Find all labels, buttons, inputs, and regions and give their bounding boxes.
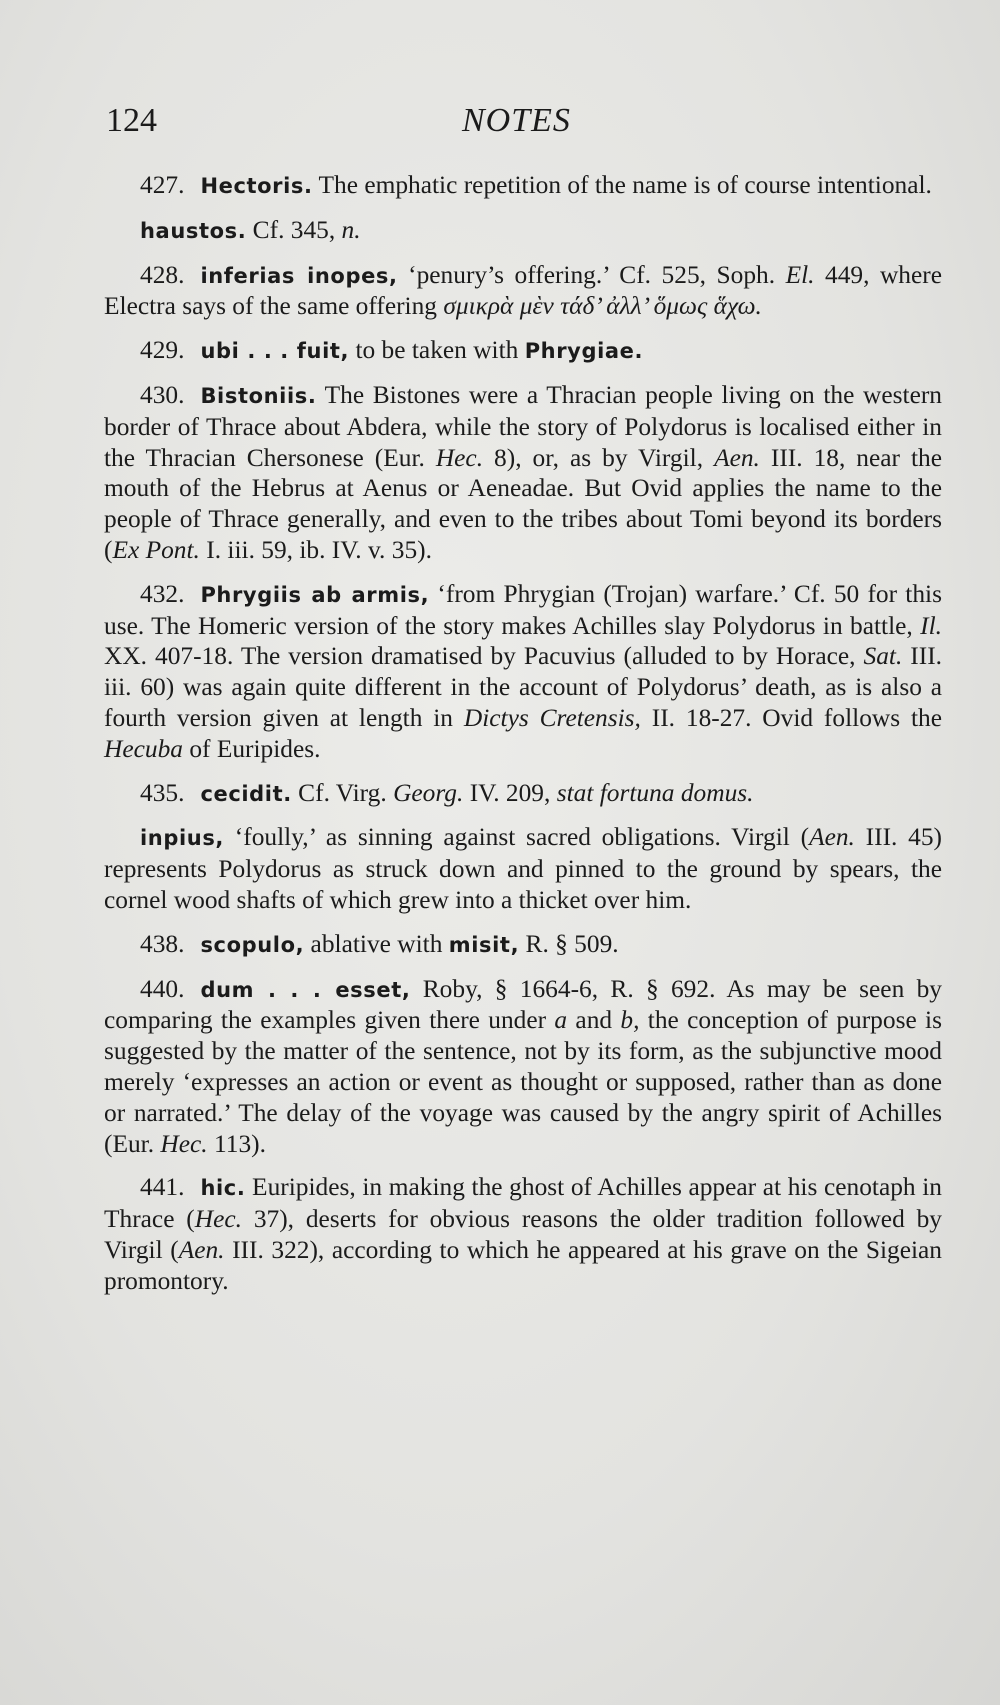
italic-ref: Hec.	[160, 1129, 208, 1158]
note-text: III. iii. 60) was again quite different in the account of Polydorus’ death, as is also a fourth version given at length in	[104, 642, 943, 732]
note-441	[104, 1172, 942, 1296]
italic-ref: Il.	[920, 611, 942, 640]
italic-ref: stat fortuna domus.	[556, 778, 754, 807]
line-number: 430.	[140, 380, 185, 409]
note-text: the conception of purpose is suggested by the matter of the sentence, not by its form, as the subjunctive mood merely ‘expresses an action or event as thought or supposed, rather than as done or narrated.’ The delay of the voyage was caused by the angry spirit of Achilles (Eur.	[104, 1006, 942, 1158]
italic-ref: Aen.	[809, 823, 855, 852]
note-text: The Bistones were a Thracian people living on the western border of Thrace about Abdera, while the story of Polydorus is localised either in the Thracian Chersonese (Eur.	[104, 380, 942, 472]
italic-ref: b,	[620, 1006, 640, 1035]
note-text: ablative with	[304, 929, 449, 958]
note-text: R. § 509.	[519, 929, 619, 958]
note-text: ‘from Phrygian (Trojan) warfare.’ Cf. 50 for this use. The Homeric version of the story makes Achilles slay Polydorus in battle,	[104, 579, 942, 640]
lemma: cecidit.	[200, 781, 292, 806]
note-text: Cf. 345,	[246, 215, 342, 244]
note-438	[104, 929, 942, 961]
italic-ref: a	[554, 1006, 568, 1035]
note-text: III. 18, near the mouth of the Hebrus at Aenus or Aeneadae. But Ovid applies the name to the people of Thrace generally, and even to the tribes about Tomi beyond its borders (	[104, 443, 942, 564]
italic-ref: Aen.	[178, 1235, 225, 1264]
note-text: Roby, § 1664-6, R. § 692. As may be seen by comparing the examples given there under	[104, 974, 942, 1035]
lemma: inpius,	[140, 826, 225, 851]
note-haustos	[104, 215, 942, 247]
lemma: haustos.	[140, 218, 247, 243]
note-text: ‘foully,’ as sinning against sacred obligations. Virgil (	[224, 823, 810, 852]
line-number: 428.	[140, 260, 185, 289]
note-432	[104, 579, 942, 765]
greek-quote: σμικρὰ μὲν τάδ’ ἀλλ’ ὅμως ἅχω.	[443, 292, 762, 321]
note-text: The emphatic repetition of the name is of course intentional.	[312, 171, 932, 199]
italic-ref: n.	[341, 215, 361, 244]
italic-ref: El.	[785, 260, 815, 289]
lemma: inferias inopes,	[200, 263, 398, 288]
italic-ref: Hecuba	[104, 734, 183, 763]
line-number: 435.	[140, 778, 185, 807]
line-number: 429.	[140, 336, 185, 365]
italic-ref: Ex Pont.	[112, 535, 200, 564]
lemma: dum . . . esset,	[200, 977, 411, 1002]
note-text: 8), or, as by Virgil,	[483, 443, 715, 472]
note-text: III. 45) represents Polydorus as struck down and pinned to the ground by spears, the cornel wood shafts of which grew into a thicket over him.	[104, 823, 942, 914]
page-number: 124	[106, 102, 157, 139]
note-inpius	[104, 822, 942, 915]
note-text: XX. 407-18. The version dramatised by Pacuvius (alluded to by Horace,	[104, 642, 864, 671]
note-text: of Euripides.	[182, 734, 321, 763]
line-number: 432.	[140, 579, 185, 608]
line-number: 427.	[140, 171, 185, 199]
note-435	[104, 778, 942, 810]
note-text: Euripides, in making the ghost of Achilles appear at his cenotaph in Thrace (	[104, 1173, 942, 1234]
lemma-ref: Phrygiae.	[524, 339, 644, 364]
note-text: and	[567, 1006, 621, 1035]
note-text: III. 322), according to which he appeared at his grave on the Sigeian promontory.	[104, 1235, 943, 1295]
note-text: Cf. Virg.	[291, 778, 394, 807]
italic-ref: Georg.	[393, 778, 464, 807]
notes-body	[104, 170, 942, 1310]
line-number: 438.	[140, 929, 185, 958]
line-number: 440.	[140, 974, 185, 1003]
lemma: scopulo,	[200, 932, 305, 957]
lemma-ref: misit,	[448, 932, 520, 957]
italic-ref: Dictys Cretensis,	[463, 703, 641, 732]
italic-ref: Hec.	[194, 1205, 242, 1234]
note-text: 449, where Electra says of the same offering	[104, 260, 942, 321]
lemma: Bistoniis.	[200, 383, 317, 408]
italic-ref: Aen.	[714, 443, 760, 472]
note-text: I. iii. 59, ib. IV. v. 35).	[199, 535, 432, 564]
italic-ref: Sat.	[863, 642, 903, 671]
lemma: Phrygiis ab armis,	[200, 582, 430, 607]
note-427	[104, 170, 942, 202]
note-text: 113).	[207, 1129, 266, 1158]
note-440	[104, 974, 942, 1160]
page-header	[106, 102, 946, 152]
note-text: 37), deserts for obvious reasons the older tradition followed by Virgil (	[104, 1205, 942, 1264]
note-text: II. 18-27. Ovid follows the	[640, 703, 942, 732]
lemma: hic.	[200, 1176, 246, 1201]
note-429	[104, 335, 942, 367]
running-head: NOTES	[462, 102, 571, 139]
note-text: to be taken with	[349, 336, 525, 365]
note-text: IV. 209,	[463, 778, 557, 807]
lemma: ubi . . . fuit,	[200, 339, 350, 364]
lemma: Hectoris.	[200, 174, 313, 198]
note-text: ‘penury’s offering.’ Cf. 525, Soph.	[397, 260, 786, 289]
note-428	[104, 260, 942, 323]
italic-ref: Hec.	[435, 443, 484, 472]
line-number: 441.	[140, 1173, 185, 1202]
note-430	[104, 380, 942, 566]
